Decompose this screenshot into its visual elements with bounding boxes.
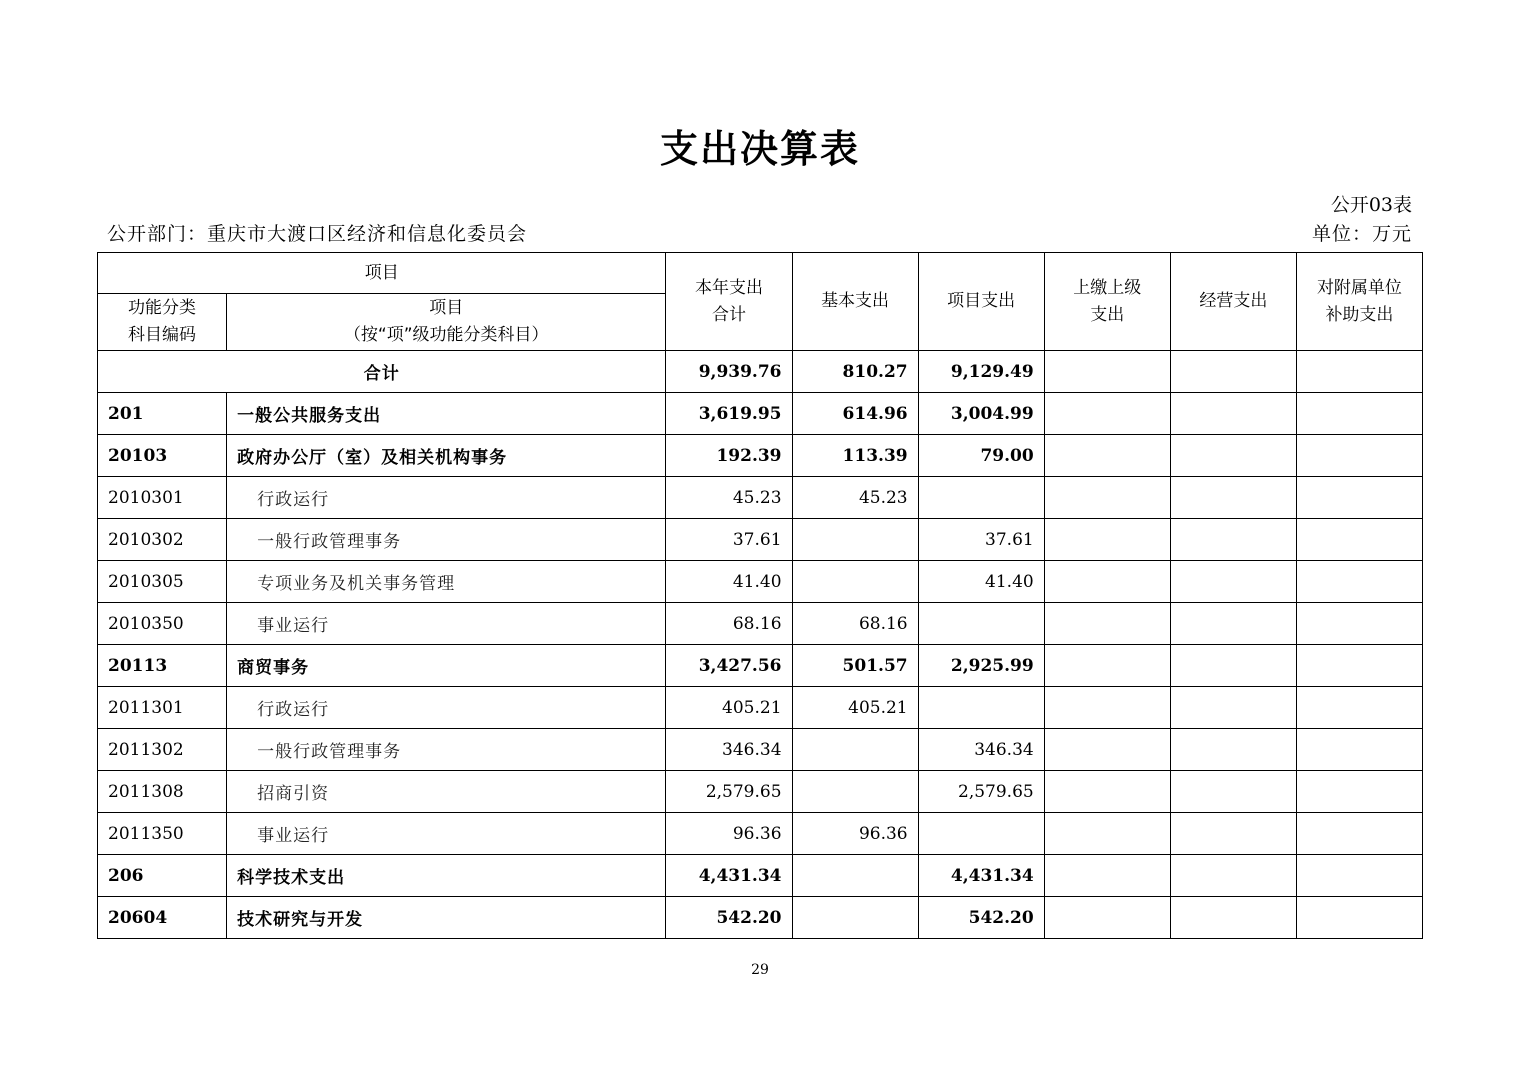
total-value: 9,129.49 [918, 351, 1044, 393]
row-name: 事业运行 [227, 813, 666, 855]
form-number: 公开03表 [1330, 194, 1412, 216]
row-value [1170, 771, 1296, 813]
row-name: 一般行政管理事务 [227, 729, 666, 771]
row-code: 206 [98, 855, 227, 897]
header-item-group: 项目 [98, 253, 666, 294]
row-value: 542.20 [918, 897, 1044, 939]
row-value [1044, 813, 1170, 855]
row-value: 346.34 [666, 729, 792, 771]
row-value: 542.20 [666, 897, 792, 939]
row-value: 2,925.99 [918, 645, 1044, 687]
table-row [98, 645, 1423, 687]
header-code-col: 功能分类 科目编码 [98, 294, 227, 351]
row-code: 20103 [98, 435, 227, 477]
row-code: 2011350 [98, 813, 227, 855]
row-value: 4,431.34 [666, 855, 792, 897]
row-value: 68.16 [792, 603, 918, 645]
row-name: 招商引资 [227, 771, 666, 813]
table-row [98, 729, 1423, 771]
row-code: 2010302 [98, 519, 227, 561]
unit-label: 单位：万元 [1311, 223, 1412, 245]
total-value: 810.27 [792, 351, 918, 393]
header-name-col: 项目 （按“项”级功能分类科目） [227, 294, 666, 351]
table-row [98, 897, 1423, 939]
table-row [98, 519, 1423, 561]
row-name: 商贸事务 [227, 645, 666, 687]
header-operating-col: 经营支出 [1170, 253, 1296, 351]
row-value: 2,579.65 [918, 771, 1044, 813]
row-value [1044, 855, 1170, 897]
row-name: 政府办公厅（室）及相关机构事务 [227, 435, 666, 477]
row-value [1296, 603, 1422, 645]
row-name: 专项业务及机关事务管理 [227, 561, 666, 603]
table-row [98, 561, 1423, 603]
row-value: 96.36 [666, 813, 792, 855]
row-name: 一般公共服务支出 [227, 393, 666, 435]
row-value: 501.57 [792, 645, 918, 687]
page-number: 29 [751, 962, 769, 978]
row-code: 20604 [98, 897, 227, 939]
total-value [1296, 351, 1422, 393]
row-value [792, 771, 918, 813]
row-name: 行政运行 [227, 477, 666, 519]
table-row [98, 603, 1423, 645]
row-value [918, 687, 1044, 729]
row-value [792, 561, 918, 603]
row-value [1296, 897, 1422, 939]
header-basic-col: 基本支出 [792, 253, 918, 351]
row-value: 3,004.99 [918, 393, 1044, 435]
row-value [1296, 813, 1422, 855]
table-row [98, 477, 1423, 519]
total-label: 合计 [98, 351, 666, 393]
department-label: 公开部门：重庆市大渡口区经济和信息化委员会 [107, 223, 528, 245]
row-value [918, 813, 1044, 855]
row-name: 一般行政管理事务 [227, 519, 666, 561]
table-row [98, 813, 1423, 855]
row-value [1170, 603, 1296, 645]
row-value [1170, 897, 1296, 939]
row-value: 405.21 [666, 687, 792, 729]
row-code: 2011302 [98, 729, 227, 771]
table-row [98, 771, 1423, 813]
row-value: 41.40 [918, 561, 1044, 603]
row-value [1044, 393, 1170, 435]
total-row [98, 351, 1423, 393]
row-value [1044, 687, 1170, 729]
row-value: 37.61 [918, 519, 1044, 561]
row-value [1296, 645, 1422, 687]
table-row [98, 687, 1423, 729]
row-value [1170, 687, 1296, 729]
row-value [1170, 435, 1296, 477]
row-value: 3,427.56 [666, 645, 792, 687]
table-row [98, 435, 1423, 477]
row-value: 3,619.95 [666, 393, 792, 435]
row-value [792, 729, 918, 771]
row-value [1170, 477, 1296, 519]
row-code: 201 [98, 393, 227, 435]
row-value: 41.40 [666, 561, 792, 603]
row-value [1170, 393, 1296, 435]
row-value [1170, 729, 1296, 771]
row-value: 4,431.34 [918, 855, 1044, 897]
header-subsidy-col: 对附属单位 补助支出 [1296, 253, 1422, 351]
row-code: 2011308 [98, 771, 227, 813]
row-name: 科学技术支出 [227, 855, 666, 897]
header-project-col: 项目支出 [918, 253, 1044, 351]
row-value: 113.39 [792, 435, 918, 477]
row-value [1044, 435, 1170, 477]
row-value [1170, 519, 1296, 561]
row-value [1170, 645, 1296, 687]
total-value [1170, 351, 1296, 393]
row-value: 614.96 [792, 393, 918, 435]
total-value [1044, 351, 1170, 393]
row-code: 20113 [98, 645, 227, 687]
row-value [1044, 645, 1170, 687]
row-value [1044, 771, 1170, 813]
header-upper-col: 上缴上级 支出 [1044, 253, 1170, 351]
row-value [1044, 561, 1170, 603]
row-value: 45.23 [792, 477, 918, 519]
row-value [1296, 435, 1422, 477]
total-value: 9,939.76 [666, 351, 792, 393]
row-value [1170, 813, 1296, 855]
row-value [792, 855, 918, 897]
row-code: 2010305 [98, 561, 227, 603]
page-title: 支出决算表 [659, 127, 860, 171]
row-value [1296, 855, 1422, 897]
row-value [1296, 771, 1422, 813]
row-value [1296, 561, 1422, 603]
row-value: 45.23 [666, 477, 792, 519]
row-value [1296, 729, 1422, 771]
row-code: 2010350 [98, 603, 227, 645]
row-value [1044, 897, 1170, 939]
row-value: 79.00 [918, 435, 1044, 477]
row-code: 2010301 [98, 477, 227, 519]
row-value [1044, 603, 1170, 645]
expenditure-table [97, 252, 1423, 939]
row-value [1296, 477, 1422, 519]
row-value [792, 897, 918, 939]
row-value [1044, 729, 1170, 771]
row-name: 行政运行 [227, 687, 666, 729]
row-value [1296, 519, 1422, 561]
row-value: 405.21 [792, 687, 918, 729]
row-value: 68.16 [666, 603, 792, 645]
row-value [1296, 687, 1422, 729]
row-value: 192.39 [666, 435, 792, 477]
row-value: 96.36 [792, 813, 918, 855]
table-row [98, 855, 1423, 897]
row-value [792, 519, 918, 561]
row-value: 2,579.65 [666, 771, 792, 813]
row-value [1044, 477, 1170, 519]
row-value: 346.34 [918, 729, 1044, 771]
row-name: 事业运行 [227, 603, 666, 645]
row-value [918, 477, 1044, 519]
header-total-col: 本年支出 合计 [666, 253, 792, 351]
row-value: 37.61 [666, 519, 792, 561]
row-value [918, 603, 1044, 645]
row-value [1296, 393, 1422, 435]
row-value [1044, 519, 1170, 561]
row-value [1170, 855, 1296, 897]
row-name: 技术研究与开发 [227, 897, 666, 939]
row-code: 2011301 [98, 687, 227, 729]
table-row [98, 393, 1423, 435]
row-value [1170, 561, 1296, 603]
